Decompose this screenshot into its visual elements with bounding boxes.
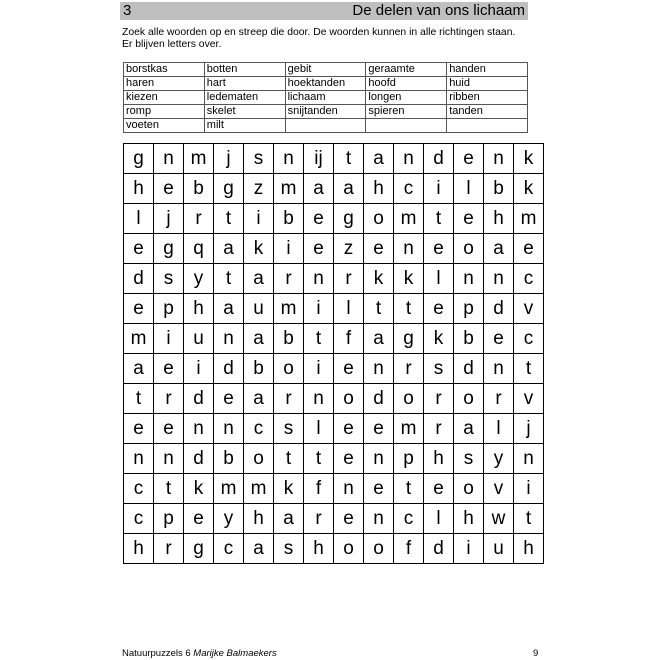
word-list-cell: hart (204, 77, 285, 91)
grid-letter-cell[interactable]: m (214, 474, 244, 504)
grid-letter-cell[interactable]: n (274, 144, 304, 174)
grid-letter-cell[interactable]: a (124, 354, 154, 384)
grid-letter-cell[interactable]: n (364, 354, 394, 384)
grid-letter-cell[interactable]: d (124, 264, 154, 294)
word-list-cell: romp (124, 105, 205, 119)
grid-letter-cell[interactable]: k (184, 474, 214, 504)
grid-letter-cell[interactable]: e (334, 354, 364, 384)
grid-letter-cell[interactable]: s (154, 264, 184, 294)
grid-letter-cell[interactable]: n (304, 384, 334, 414)
grid-letter-cell[interactable]: y (484, 444, 514, 474)
grid-row (124, 324, 544, 354)
grid-letter-cell[interactable]: a (244, 534, 274, 564)
grid-letter-cell[interactable]: n (484, 354, 514, 384)
grid-letter-cell[interactable]: e (154, 354, 184, 384)
grid-letter-cell[interactable]: e (124, 294, 154, 324)
grid-letter-cell[interactable]: b (214, 444, 244, 474)
grid-letter-cell[interactable]: m (124, 324, 154, 354)
grid-letter-cell[interactable]: e (514, 234, 544, 264)
grid-letter-cell[interactable]: d (424, 144, 454, 174)
grid-letter-cell[interactable]: e (424, 474, 454, 504)
grid-letter-cell[interactable]: e (364, 474, 394, 504)
grid-letter-cell[interactable]: j (154, 204, 184, 234)
word-list-row (124, 63, 528, 77)
grid-letter-cell[interactable]: p (154, 504, 184, 534)
grid-letter-cell[interactable]: m (184, 144, 214, 174)
grid-letter-cell[interactable]: n (394, 234, 424, 264)
grid-letter-cell[interactable]: m (274, 294, 304, 324)
grid-letter-cell[interactable]: d (214, 354, 244, 384)
grid-row (124, 354, 544, 384)
grid-letter-cell[interactable]: n (214, 414, 244, 444)
word-list-cell (285, 119, 366, 133)
grid-row (124, 414, 544, 444)
grid-letter-cell[interactable]: r (304, 504, 334, 534)
grid-letter-cell[interactable]: h (244, 504, 274, 534)
grid-letter-cell[interactable]: a (244, 264, 274, 294)
grid-letter-cell[interactable]: c (394, 504, 424, 534)
grid-letter-cell[interactable]: m (394, 414, 424, 444)
grid-letter-cell[interactable]: b (274, 204, 304, 234)
grid-letter-cell[interactable]: i (454, 534, 484, 564)
grid-letter-cell[interactable]: l (304, 414, 334, 444)
grid-letter-cell[interactable]: h (364, 174, 394, 204)
grid-letter-cell[interactable]: e (454, 144, 484, 174)
grid-letter-cell[interactable]: g (154, 234, 184, 264)
grid-letter-cell[interactable]: l (484, 414, 514, 444)
grid-letter-cell[interactable]: l (454, 174, 484, 204)
grid-letter-cell[interactable]: r (184, 204, 214, 234)
grid-letter-cell[interactable]: e (334, 504, 364, 534)
word-list-cell: geraamte (366, 63, 447, 77)
grid-letter-cell[interactable]: e (184, 504, 214, 534)
grid-letter-cell[interactable]: c (394, 174, 424, 204)
grid-letter-cell[interactable]: e (364, 414, 394, 444)
grid-letter-cell[interactable]: n (364, 504, 394, 534)
grid-letter-cell[interactable]: n (364, 444, 394, 474)
grid-letter-cell[interactable]: o (454, 474, 484, 504)
word-list-cell: ledematen (204, 91, 285, 105)
grid-letter-cell[interactable]: v (514, 294, 544, 324)
word-list-cell: snijtanden (285, 105, 366, 119)
word-list-cell: handen (447, 63, 528, 77)
grid-letter-cell[interactable]: n (484, 144, 514, 174)
word-list-table (123, 62, 528, 133)
grid-letter-cell[interactable]: a (214, 294, 244, 324)
grid-letter-cell[interactable]: e (334, 444, 364, 474)
grid-letter-cell[interactable]: r (334, 264, 364, 294)
grid-letter-cell[interactable]: g (124, 144, 154, 174)
grid-letter-cell[interactable]: n (514, 444, 544, 474)
grid-letter-cell[interactable]: r (274, 264, 304, 294)
word-list-cell: huid (447, 77, 528, 91)
grid-letter-cell[interactable]: i (424, 174, 454, 204)
grid-letter-cell[interactable]: ij (304, 144, 334, 174)
grid-letter-cell[interactable]: i (154, 324, 184, 354)
grid-letter-cell[interactable]: h (424, 444, 454, 474)
word-list-row (124, 77, 528, 91)
grid-letter-cell[interactable]: a (364, 144, 394, 174)
grid-letter-cell[interactable]: d (184, 444, 214, 474)
word-list-cell: skelet (204, 105, 285, 119)
grid-letter-cell[interactable]: i (244, 204, 274, 234)
grid-letter-cell[interactable]: t (154, 474, 184, 504)
grid-letter-cell[interactable]: e (154, 414, 184, 444)
grid-letter-cell[interactable]: q (184, 234, 214, 264)
word-list-cell: kiezen (124, 91, 205, 105)
grid-letter-cell[interactable]: t (364, 294, 394, 324)
grid-letter-cell[interactable]: k (244, 234, 274, 264)
grid-letter-cell[interactable]: r (154, 534, 184, 564)
grid-letter-cell[interactable]: d (424, 534, 454, 564)
grid-letter-cell[interactable]: a (244, 384, 274, 414)
grid-letter-cell[interactable]: h (184, 294, 214, 324)
grid-letter-cell[interactable]: e (364, 234, 394, 264)
grid-letter-cell[interactable]: k (394, 264, 424, 294)
word-list-row (124, 91, 528, 105)
grid-letter-cell[interactable]: d (454, 354, 484, 384)
word-list-cell: haren (124, 77, 205, 91)
grid-letter-cell[interactable]: j (214, 144, 244, 174)
grid-letter-cell[interactable]: o (364, 204, 394, 234)
grid-letter-cell[interactable]: s (454, 444, 484, 474)
grid-letter-cell[interactable]: t (394, 474, 424, 504)
grid-letter-cell[interactable]: n (484, 264, 514, 294)
grid-letter-cell[interactable]: m (394, 204, 424, 234)
grid-letter-cell[interactable]: u (484, 534, 514, 564)
grid-row (124, 384, 544, 414)
grid-letter-cell[interactable]: m (274, 174, 304, 204)
grid-letter-cell[interactable]: e (124, 234, 154, 264)
grid-letter-cell[interactable]: o (364, 534, 394, 564)
grid-letter-cell[interactable]: d (184, 384, 214, 414)
grid-letter-cell[interactable]: u (184, 324, 214, 354)
grid-letter-cell[interactable]: b (274, 324, 304, 354)
grid-letter-cell[interactable]: t (214, 264, 244, 294)
word-list-cell: gebit (285, 63, 366, 77)
grid-letter-cell[interactable]: p (154, 294, 184, 324)
grid-row (124, 534, 544, 564)
grid-letter-cell[interactable]: c (514, 324, 544, 354)
grid-letter-cell[interactable]: u (244, 294, 274, 324)
instructions-text: Zoek alle woorden op en streep die door. De woorden kunnen in alle richtingen staan. Er blijven letters over. (122, 27, 516, 50)
grid-letter-cell[interactable]: v (514, 384, 544, 414)
grid-letter-cell[interactable]: o (454, 384, 484, 414)
grid-letter-cell[interactable]: l (424, 504, 454, 534)
grid-letter-cell[interactable]: s (274, 534, 304, 564)
grid-letter-cell[interactable]: y (184, 264, 214, 294)
word-list-cell (447, 119, 528, 133)
grid-letter-cell[interactable]: e (304, 234, 334, 264)
word-search-grid (123, 143, 544, 564)
grid-letter-cell[interactable]: y (214, 504, 244, 534)
word-list-cell (366, 119, 447, 133)
grid-letter-cell[interactable]: n (184, 414, 214, 444)
grid-letter-cell[interactable]: k (514, 144, 544, 174)
grid-letter-cell[interactable]: f (394, 534, 424, 564)
grid-letter-cell[interactable]: a (304, 174, 334, 204)
grid-row (124, 474, 544, 504)
grid-letter-cell[interactable]: d (364, 384, 394, 414)
grid-letter-cell[interactable]: g (214, 174, 244, 204)
grid-letter-cell[interactable]: e (424, 294, 454, 324)
grid-letter-cell[interactable]: e (424, 234, 454, 264)
grid-letter-cell[interactable]: n (334, 474, 364, 504)
grid-letter-cell[interactable]: m (514, 204, 544, 234)
grid-row (124, 234, 544, 264)
grid-letter-cell[interactable]: r (154, 384, 184, 414)
grid-letter-cell[interactable]: v (484, 474, 514, 504)
grid-letter-cell[interactable]: c (514, 264, 544, 294)
grid-letter-cell[interactable]: j (514, 414, 544, 444)
grid-letter-cell[interactable]: t (124, 384, 154, 414)
grid-letter-cell[interactable]: a (484, 234, 514, 264)
grid-letter-cell[interactable]: e (124, 414, 154, 444)
word-list-cell: milt (204, 119, 285, 133)
grid-letter-cell[interactable]: b (244, 354, 274, 384)
grid-row (124, 264, 544, 294)
word-list-cell: ribben (447, 91, 528, 105)
grid-letter-cell[interactable]: a (274, 504, 304, 534)
grid-letter-cell[interactable]: e (484, 324, 514, 354)
grid-letter-cell[interactable]: f (304, 474, 334, 504)
grid-letter-cell[interactable]: k (274, 474, 304, 504)
puzzle-number: 3 (123, 2, 132, 19)
grid-letter-cell[interactable]: r (394, 354, 424, 384)
grid-letter-cell[interactable]: r (484, 384, 514, 414)
grid-letter-cell[interactable]: d (484, 294, 514, 324)
grid-letter-cell[interactable]: t (394, 294, 424, 324)
grid-letter-cell[interactable]: n (304, 264, 334, 294)
grid-letter-cell[interactable]: f (334, 324, 364, 354)
grid-letter-cell[interactable]: b (454, 324, 484, 354)
grid-row (124, 144, 544, 174)
grid-letter-cell[interactable]: a (244, 324, 274, 354)
grid-letter-cell[interactable]: l (424, 264, 454, 294)
grid-letter-cell[interactable]: e (154, 174, 184, 204)
grid-letter-cell[interactable]: t (334, 144, 364, 174)
grid-letter-cell[interactable]: t (514, 504, 544, 534)
grid-letter-cell[interactable]: h (514, 534, 544, 564)
page-header (120, 2, 528, 20)
grid-letter-cell[interactable]: o (274, 354, 304, 384)
word-list-cell: longen (366, 91, 447, 105)
grid-letter-cell[interactable]: b (484, 174, 514, 204)
word-list-cell: lichaam (285, 91, 366, 105)
grid-letter-cell[interactable]: o (334, 384, 364, 414)
grid-letter-cell[interactable]: h (484, 204, 514, 234)
grid-letter-cell[interactable]: n (394, 144, 424, 174)
grid-letter-cell[interactable]: k (364, 264, 394, 294)
grid-letter-cell[interactable]: t (304, 444, 334, 474)
grid-letter-cell[interactable]: p (454, 294, 484, 324)
grid-letter-cell[interactable]: a (334, 174, 364, 204)
grid-letter-cell[interactable]: i (304, 354, 334, 384)
grid-letter-cell[interactable]: z (244, 174, 274, 204)
word-list-row (124, 105, 528, 119)
grid-row (124, 174, 544, 204)
grid-letter-cell[interactable]: s (424, 354, 454, 384)
grid-letter-cell[interactable]: b (184, 174, 214, 204)
word-list-row (124, 119, 528, 133)
grid-letter-cell[interactable]: i (274, 234, 304, 264)
grid-letter-cell[interactable]: t (214, 204, 244, 234)
grid-letter-cell[interactable]: n (154, 144, 184, 174)
grid-letter-cell[interactable]: r (274, 384, 304, 414)
grid-letter-cell[interactable]: o (244, 444, 274, 474)
grid-letter-cell[interactable]: s (274, 414, 304, 444)
grid-letter-cell[interactable]: l (124, 204, 154, 234)
grid-letter-cell[interactable]: t (514, 354, 544, 384)
grid-letter-cell[interactable]: o (334, 534, 364, 564)
grid-letter-cell[interactable]: w (484, 504, 514, 534)
footer-author: Marijke Balmaekers (193, 648, 277, 659)
grid-letter-cell[interactable]: e (454, 204, 484, 234)
grid-letter-cell[interactable]: n (154, 444, 184, 474)
grid-letter-cell[interactable]: c (244, 414, 274, 444)
grid-letter-cell[interactable]: n (124, 444, 154, 474)
grid-letter-cell[interactable]: p (394, 444, 424, 474)
grid-row (124, 294, 544, 324)
grid-letter-cell[interactable]: n (454, 264, 484, 294)
footer-book-title: Natuurpuzzels 6 (122, 648, 191, 659)
grid-letter-cell[interactable]: o (454, 234, 484, 264)
grid-letter-cell[interactable]: s (244, 144, 274, 174)
grid-letter-cell[interactable]: c (124, 474, 154, 504)
grid-letter-cell[interactable]: h (124, 174, 154, 204)
grid-letter-cell[interactable]: t (424, 204, 454, 234)
grid-letter-cell[interactable]: e (214, 384, 244, 414)
grid-letter-cell[interactable]: e (304, 204, 334, 234)
grid-letter-cell[interactable]: e (334, 414, 364, 444)
grid-letter-cell[interactable]: k (514, 174, 544, 204)
grid-row (124, 204, 544, 234)
grid-letter-cell[interactable]: r (424, 414, 454, 444)
grid-letter-cell[interactable]: k (424, 324, 454, 354)
grid-letter-cell[interactable]: i (184, 354, 214, 384)
word-list-cell: botten (204, 63, 285, 77)
word-list-cell: voeten (124, 119, 205, 133)
word-list-cell: hoektanden (285, 77, 366, 91)
grid-letter-cell[interactable]: h (304, 534, 334, 564)
page-number: 9 (533, 648, 539, 659)
grid-letter-cell[interactable]: l (334, 294, 364, 324)
grid-letter-cell[interactable]: i (514, 474, 544, 504)
grid-letter-cell[interactable]: h (124, 534, 154, 564)
word-list-cell: borstkas (124, 63, 205, 77)
grid-letter-cell[interactable]: g (394, 324, 424, 354)
grid-row (124, 504, 544, 534)
grid-letter-cell[interactable]: a (214, 234, 244, 264)
grid-letter-cell[interactable]: c (124, 504, 154, 534)
word-list-cell: tanden (447, 105, 528, 119)
grid-letter-cell[interactable]: i (304, 294, 334, 324)
page-title: De delen van ons lichaam (352, 2, 525, 19)
grid-letter-cell[interactable]: a (454, 414, 484, 444)
grid-letter-cell[interactable]: r (424, 384, 454, 414)
grid-letter-cell[interactable]: g (334, 204, 364, 234)
grid-letter-cell[interactable]: o (394, 384, 424, 414)
grid-letter-cell[interactable]: m (244, 474, 274, 504)
grid-letter-cell[interactable]: z (334, 234, 364, 264)
footer-book-credit (122, 648, 277, 659)
grid-letter-cell[interactable]: t (274, 444, 304, 474)
grid-row (124, 444, 544, 474)
grid-letter-cell[interactable]: h (454, 504, 484, 534)
grid-letter-cell[interactable]: n (214, 324, 244, 354)
grid-letter-cell[interactable]: g (184, 534, 214, 564)
grid-letter-cell[interactable]: c (214, 534, 244, 564)
word-list-cell: hoofd (366, 77, 447, 91)
word-list-cell: spieren (366, 105, 447, 119)
grid-letter-cell[interactable]: a (364, 324, 394, 354)
grid-letter-cell[interactable]: t (304, 324, 334, 354)
